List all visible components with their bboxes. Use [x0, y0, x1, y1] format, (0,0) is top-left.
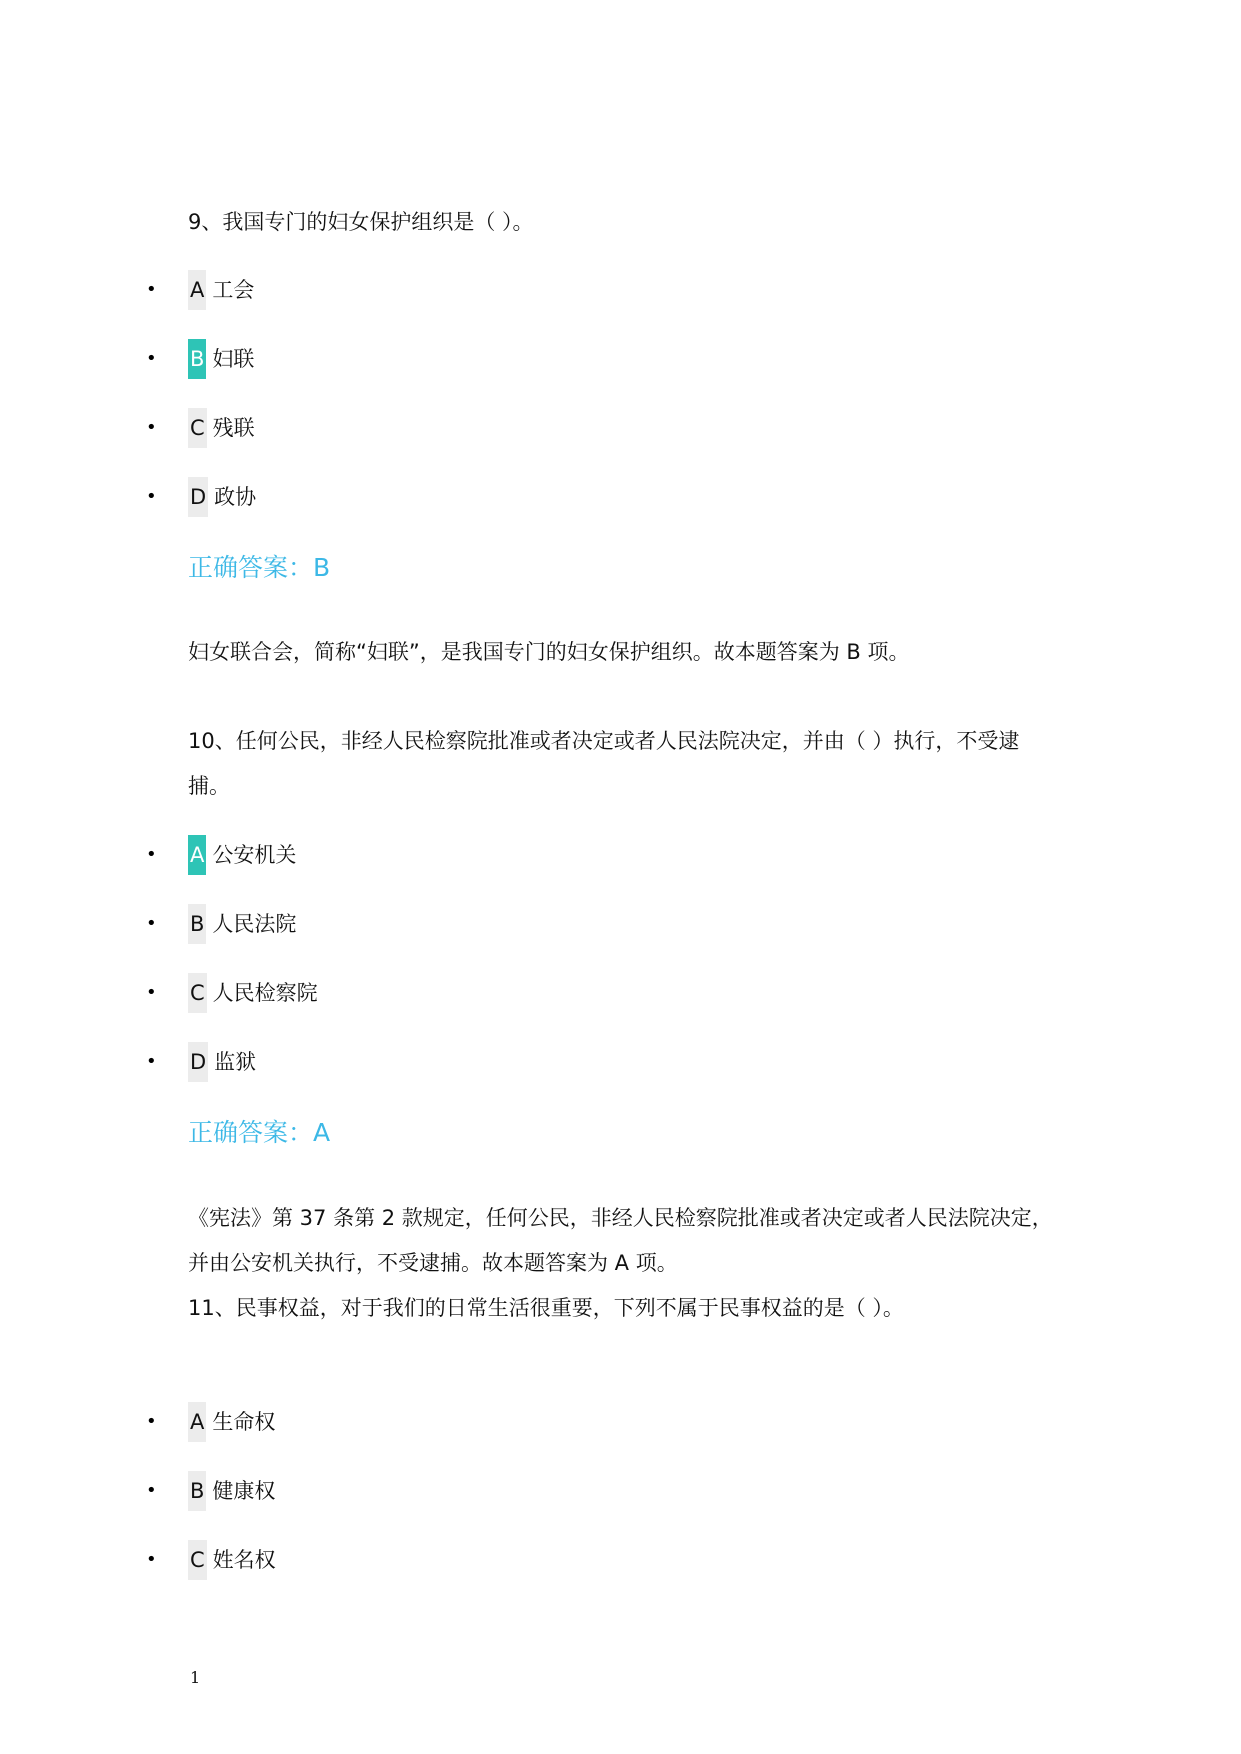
bullet-icon: •	[146, 1051, 157, 1072]
option-letter: D	[188, 477, 208, 517]
option-letter-highlighted: B	[188, 339, 206, 379]
option-text: 妇联	[212, 347, 255, 371]
question-11-option-b	[146, 1471, 276, 1511]
option-text: 姓名权	[212, 1548, 276, 1572]
question-10-answer: 正确答案：A	[188, 1118, 331, 1147]
option-text: 人民法院	[212, 912, 297, 936]
page-number: 1	[190, 1668, 201, 1687]
option-letter-highlighted: A	[188, 835, 206, 875]
option-text: 残联	[212, 416, 255, 440]
question-10-option-a	[146, 835, 297, 875]
option-text: 健康权	[212, 1479, 276, 1503]
question-9-option-b	[146, 339, 255, 379]
question-11-option-a	[146, 1402, 276, 1442]
bullet-icon: •	[146, 279, 157, 300]
question-10-option-c	[146, 973, 318, 1013]
bullet-icon: •	[146, 1480, 157, 1501]
bullet-icon: •	[146, 417, 157, 438]
option-letter: D	[188, 1042, 208, 1082]
question-9-text: 9、我国专门的妇女保护组织是（ ）。	[188, 210, 534, 234]
option-text: 公安机关	[212, 843, 297, 867]
question-10-option-d	[146, 1042, 257, 1082]
option-letter: B	[188, 904, 206, 944]
bullet-icon: •	[146, 913, 157, 934]
option-letter: C	[188, 1540, 207, 1580]
option-letter: A	[188, 1402, 206, 1442]
bullet-icon: •	[146, 1411, 157, 1432]
option-text: 生命权	[212, 1410, 276, 1434]
question-9-answer: 正确答案：B	[188, 553, 331, 582]
question-10-option-b	[146, 904, 297, 944]
bullet-icon: •	[146, 348, 157, 369]
option-text: 人民检察院	[212, 981, 318, 1005]
option-letter: C	[188, 973, 207, 1013]
option-letter: A	[188, 270, 206, 310]
question-9-explanation: 妇女联合会，简称“妇联”，是我国专门的妇女保护组织。故本题答案为 B 项。	[188, 640, 910, 664]
option-text: 工会	[212, 278, 255, 302]
bullet-icon: •	[146, 982, 157, 1003]
question-10-text: 10、任何公民，非经人民检察院批准或者决定或者人民法院决定，并由（ ）执行，不受逮捕。	[188, 729, 1020, 798]
option-letter: B	[188, 1471, 206, 1511]
bullet-icon: •	[146, 844, 157, 865]
question-9-option-d	[146, 477, 257, 517]
option-text: 政协	[214, 485, 257, 509]
bullet-icon: •	[146, 486, 157, 507]
question-10-explanation: 《宪法》第 37 条第 2 款规定，任何公民，非经人民检察院批准或者决定或者人民法院决定，并由公安机关执行，不受逮捕。故本题答案为 A 项。	[188, 1206, 1053, 1275]
question-9-option-a	[146, 270, 255, 310]
bullet-icon: •	[146, 1549, 157, 1570]
question-11-text: 11、民事权益，对于我们的日常生活很重要，下列不属于民事权益的是（ ）。	[188, 1296, 904, 1320]
option-letter: C	[188, 408, 207, 448]
question-11-option-c	[146, 1540, 276, 1580]
option-text: 监狱	[214, 1050, 257, 1074]
question-9-option-c	[146, 408, 255, 448]
